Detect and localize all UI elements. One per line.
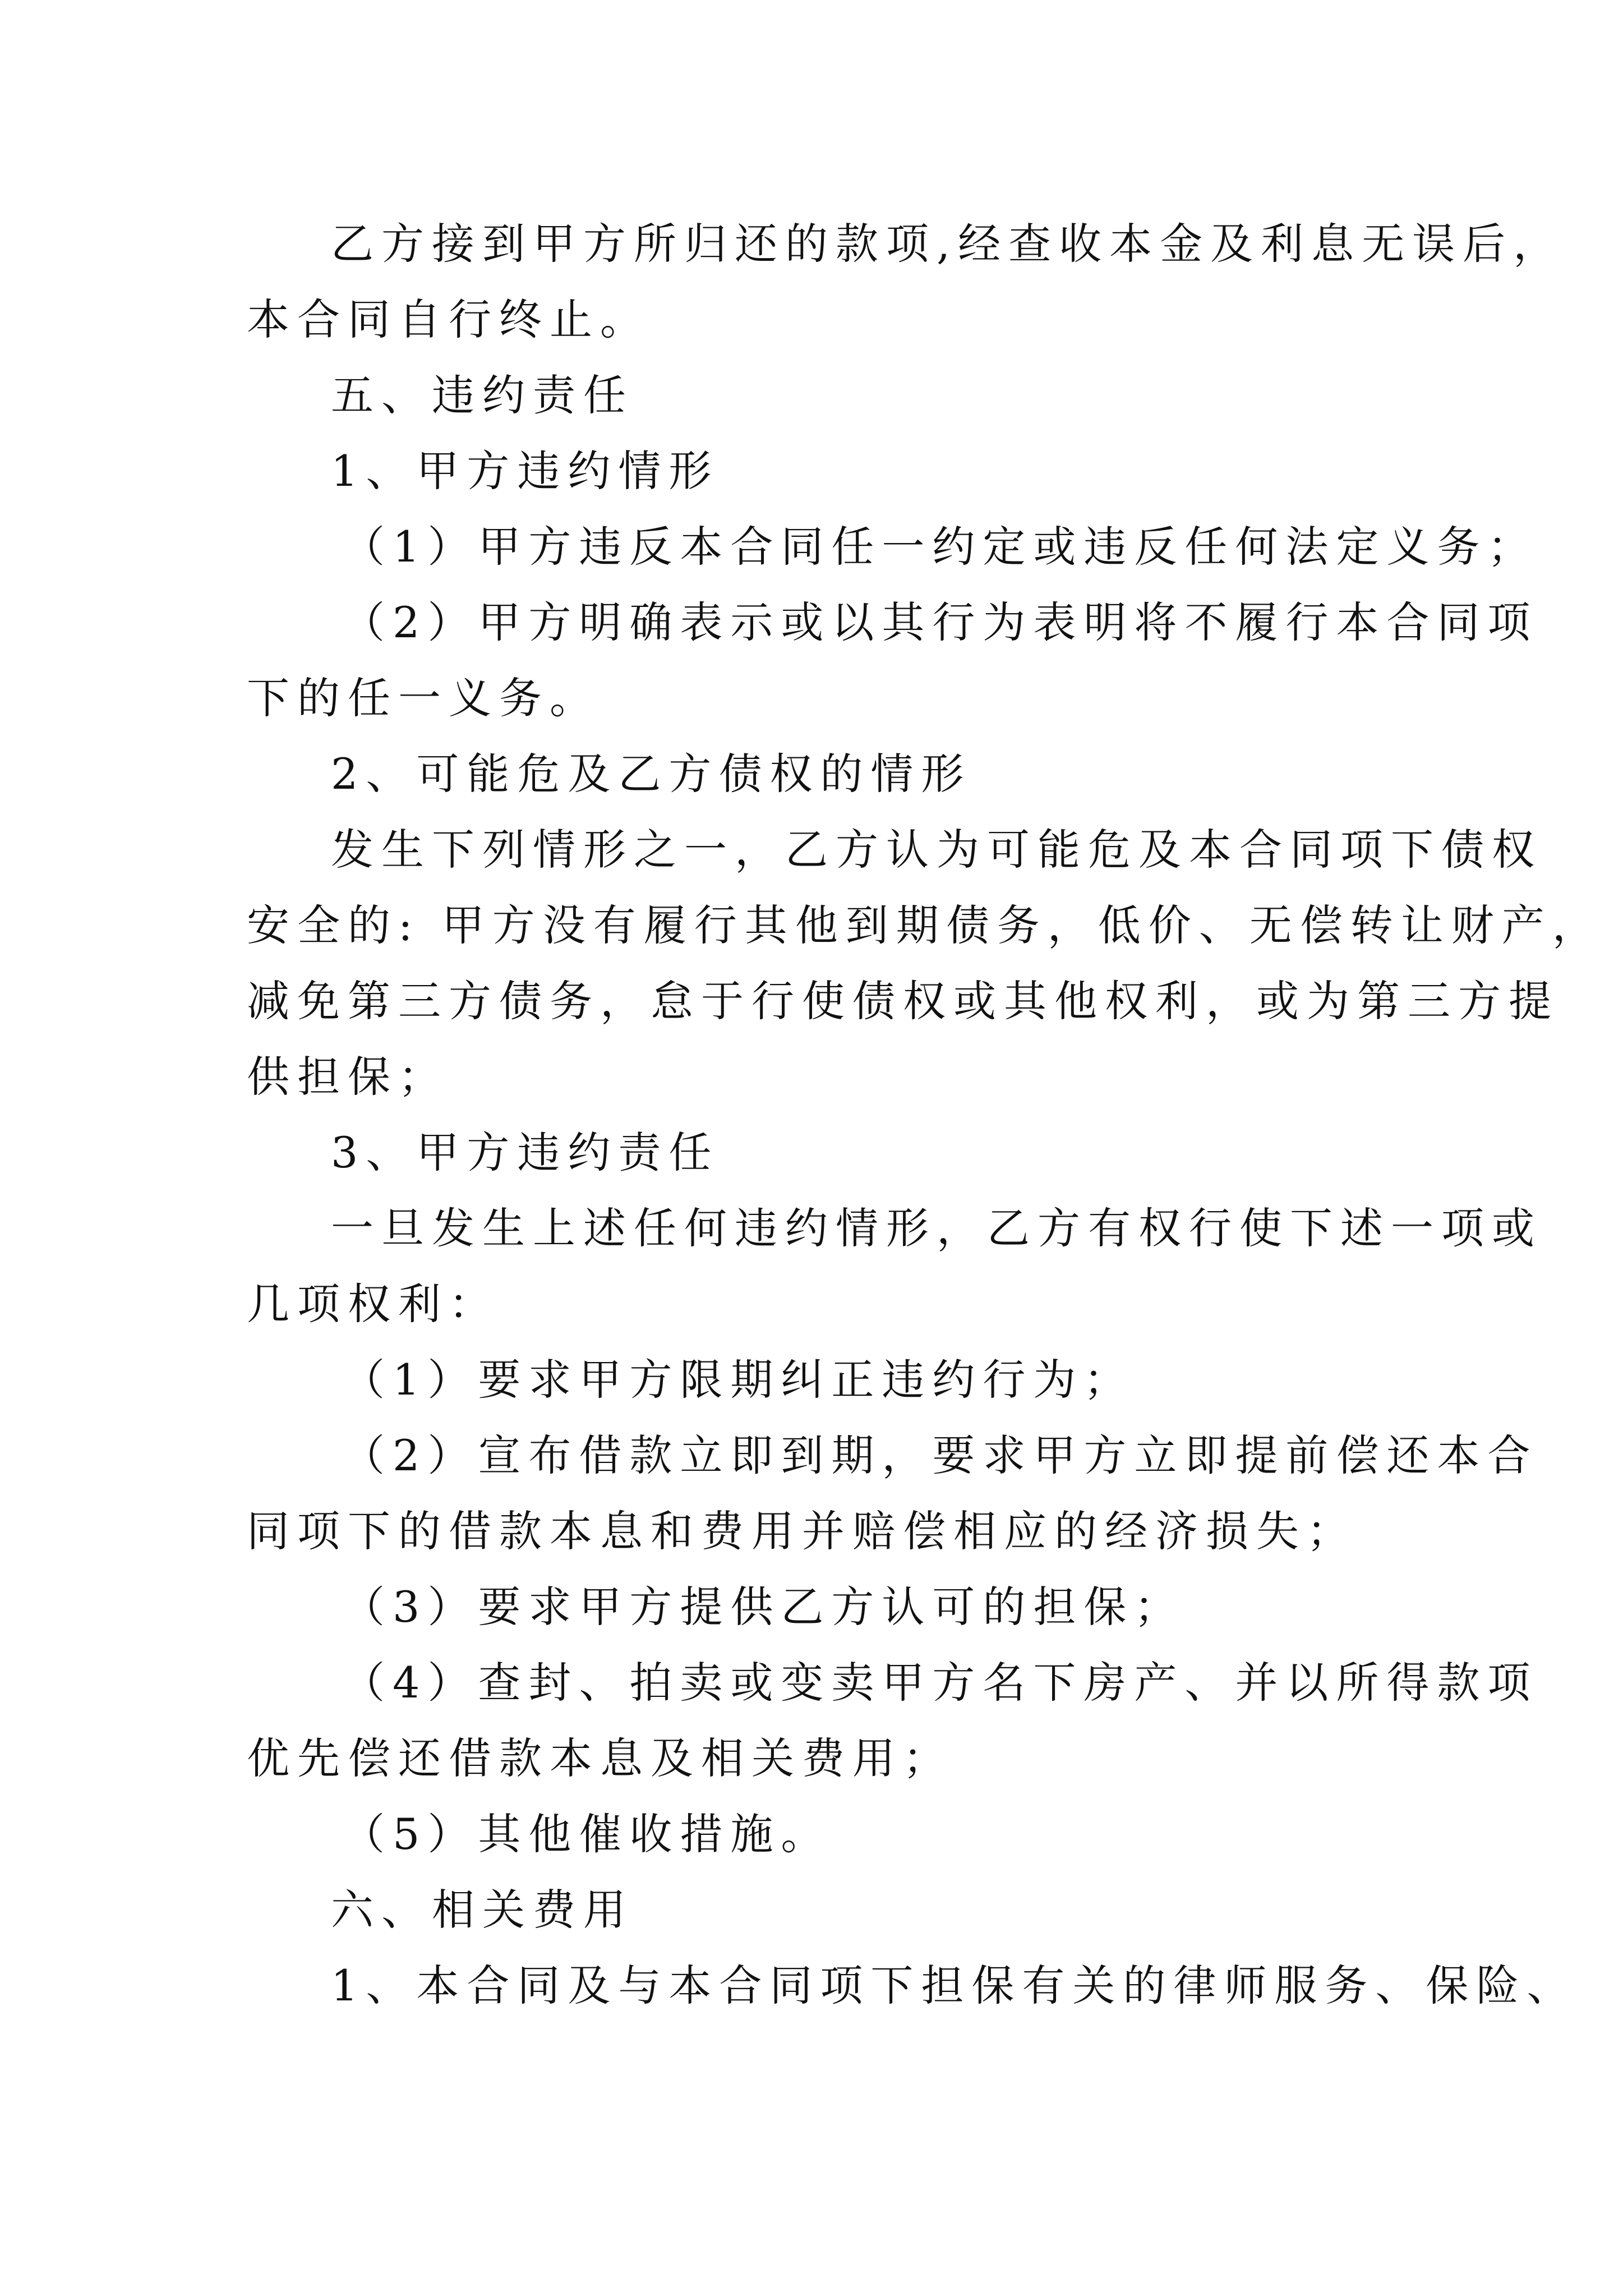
list-item-line: （2）宣布借款立即到期，要求甲方立即提前偿还本合 xyxy=(342,1430,1538,1480)
paragraph-line: 一旦发生上述任何违约情形，乙方有权行使下述一项或 xyxy=(331,1203,1542,1253)
paragraph-line: 供担保； xyxy=(247,1052,449,1102)
list-item-line: （1）甲方违反本合同任一约定或违反任何法定义务； xyxy=(342,522,1538,572)
section-heading: 六、相关费用 xyxy=(331,1885,634,1935)
list-item-line: 下的任一义务。 xyxy=(247,673,600,723)
list-item-line: （5）其他催收措施。 xyxy=(342,1809,832,1859)
list-item-line: （1）要求甲方限期纠正违约行为； xyxy=(342,1355,1135,1405)
list-item-line: 同项下的借款本息和费用并赔偿相应的经济损失； xyxy=(247,1506,1357,1556)
paragraph-line: 几项权利： xyxy=(247,1279,499,1329)
paragraph-line: 减免第三方债务，怠于行使债权或其他权利，或为第三方提 xyxy=(247,976,1559,1026)
list-item-line: （2）甲方明确表示或以其行为表明将不履行本合同项 xyxy=(342,597,1538,647)
subsection-heading: 1、甲方违约情形 xyxy=(331,446,720,496)
subsection-heading: 2、可能危及乙方债权的情形 xyxy=(331,749,972,799)
list-item-line: （3）要求甲方提供乙方认可的担保； xyxy=(342,1582,1185,1632)
paragraph-line: 发生下列情形之一，乙方认为可能危及本合同项下债权 xyxy=(331,825,1542,875)
subsection-heading: 3、甲方违约责任 xyxy=(331,1128,720,1177)
list-item-line: （4）查封、拍卖或变卖甲方名下房产、并以所得款项 xyxy=(342,1658,1538,1708)
paragraph-line: 本合同自行终止。 xyxy=(247,295,651,344)
paragraph-line: 安全的: 甲方没有履行其他到期债务，低价、无偿转让财产， xyxy=(247,900,1603,950)
paragraph-line: 乙方接到甲方所归还的款项,经查收本金及利息无误后， xyxy=(331,219,1564,269)
list-item-line: 优先偿还借款本息及相关费用； xyxy=(247,1733,953,1783)
section-heading: 五、违约责任 xyxy=(331,370,634,420)
paragraph-line: 1、本合同及与本合同项下担保有关的律师服务、保险、 xyxy=(331,1961,1578,2010)
